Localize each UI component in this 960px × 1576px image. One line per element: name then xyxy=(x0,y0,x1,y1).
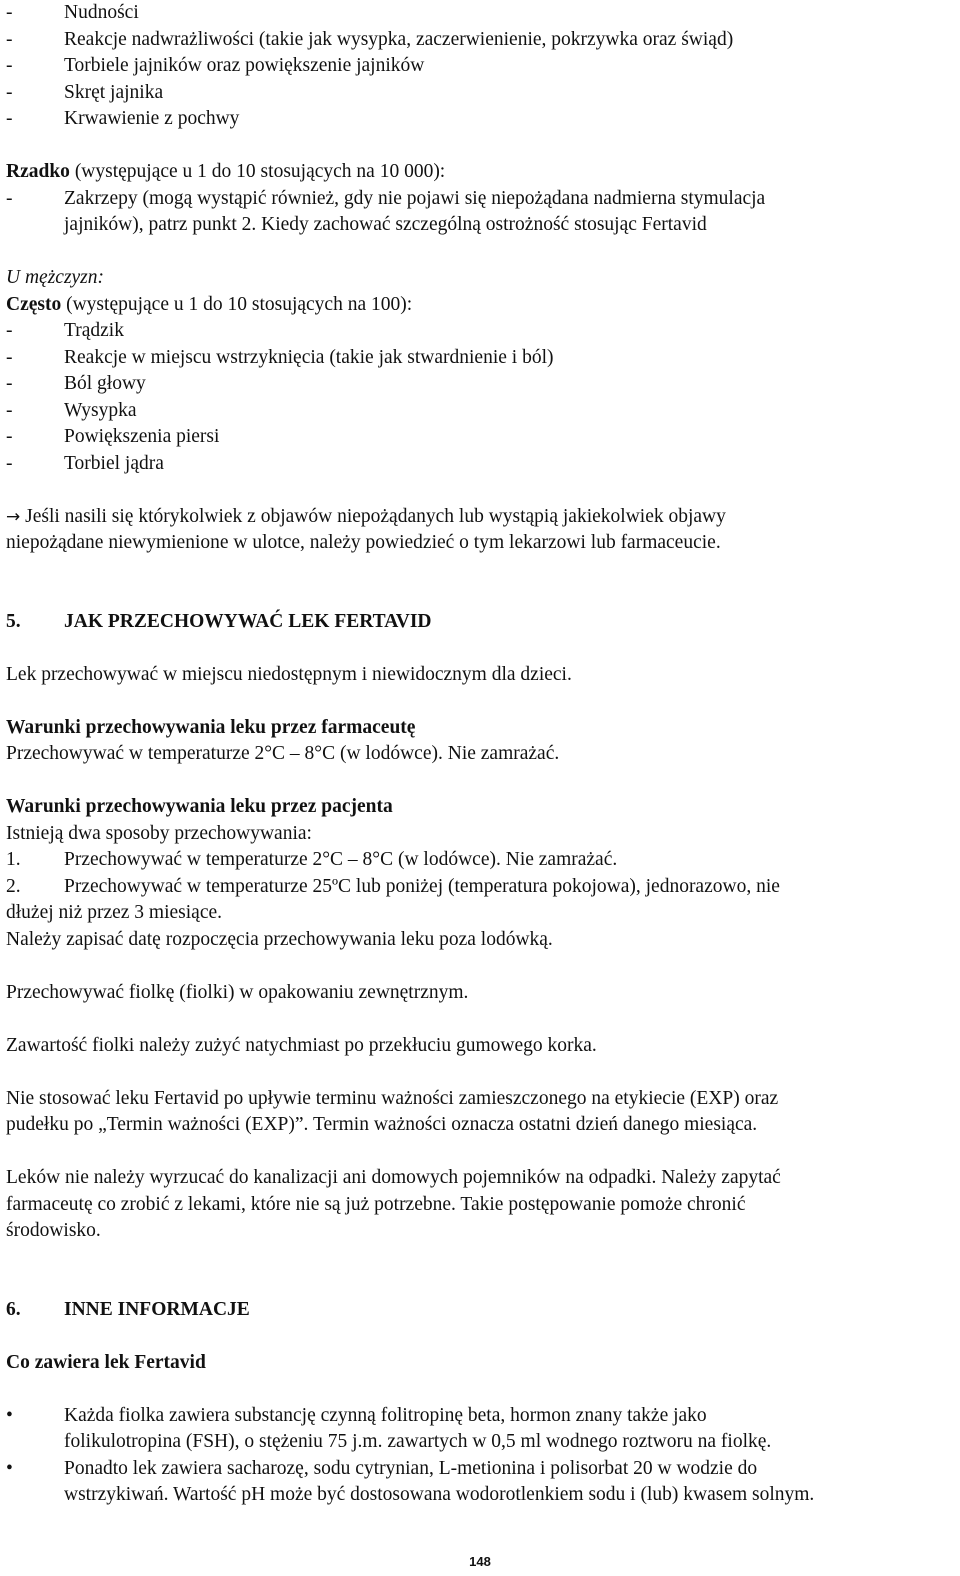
frequency-heading-common: Często (występujące u 1 do 10 stosujących na 100): xyxy=(6,293,413,315)
bullet-item: • Ponadto lek zawiera sacharozę, sodu cytrynian, L-metionina i polisorbat 20 w wodzie do xyxy=(6,1456,951,1483)
section-6-heading: 6. INNE INFORMACJE xyxy=(6,1298,250,1320)
patient-storage-intro: Istnieją dwa sposoby przechowywania: xyxy=(6,822,312,844)
carton-paragraph: Przechowywać fiolkę (fiolki) w opakowaniu zewnętrznym. xyxy=(6,981,469,1003)
keep-away-paragraph: Lek przechowywać w miejscu niedostępnym i niewidocznym dla dzieci. xyxy=(6,663,572,685)
bullet-item: • Każda fiolka zawiera substancję czynną folitropinę beta, hormon znany także jako xyxy=(6,1403,951,1430)
bullet-item-continuation: wstrzykiwań. Wartość pH może być dostosowana wodorotlenkiem sodu i (lub) kwasem solnym. xyxy=(64,1484,815,1505)
list-item: - Nudności xyxy=(6,2,139,23)
list-item: - Wysypka xyxy=(6,399,137,421)
list-item-continuation: jajników), patrz punkt 2. Kiedy zachować szczególną ostrożność stosując Fertavid xyxy=(64,214,707,235)
storage-note: Należy zapisać datę rozpoczęcia przechowywania leku poza lodówką. xyxy=(6,928,553,950)
section-5-heading: 5. JAK PRZECHOWYWAĆ LEK FERTAVID xyxy=(6,610,432,632)
pharmacist-storage-text: Przechowywać w temperaturze 2°C – 8°C (w lodówce). Nie zamrażać. xyxy=(6,743,560,764)
list-item: - Trądzik xyxy=(6,320,124,341)
page-number: 148 xyxy=(469,1554,491,1569)
right-arrow-icon: → xyxy=(6,506,21,527)
list-item: - Reakcje nadwrażliwości (takie jak wysypka, zaczerwienienie, pokrzywka oraz świąd) xyxy=(6,28,734,50)
list-item: - Ból głowy xyxy=(6,373,146,394)
bullet-icon: • xyxy=(6,1457,13,1479)
advice-paragraph-continuation: niepożądane niewymienione w ulotce, należy powiedzieć o tym lekarzowi lub farmaceucie. xyxy=(6,532,721,553)
contents-heading: Co zawiera lek Fertavid xyxy=(6,1351,206,1373)
expiry-paragraph-continuation: pudełku po „Termin ważności (EXP)”. Termin ważności oznacza ostatni dzień danego miesiąca. xyxy=(6,1114,758,1135)
disposal-paragraph-continuation: farmaceutę co zrobić z lekami, które nie są już potrzebne. Takie postępowanie pomoże chronić xyxy=(6,1193,746,1215)
list-item: - Zakrzepy (mogą wystąpić również, gdy nie pojawi się niepożądana nadmierna stymulacja xyxy=(6,187,766,209)
frequency-heading-rare: Rzadko (występujące u 1 do 10 stosujących na 10 000): xyxy=(6,161,446,182)
advice-paragraph: → Jeśli nasili się którykolwiek z objawów niepożądanych lub wystąpią jakiekolwiek objawy xyxy=(6,505,726,527)
bullet-icon: • xyxy=(6,1404,13,1426)
disposal-paragraph: Leków nie należy wyrzucać do kanalizacji ani domowych pojemników na odpadki. Należy zapytać xyxy=(6,1167,781,1188)
list-item: - Torbiel jądra xyxy=(6,452,164,474)
patient-storage-heading: Warunki przechowywania leku przez pacjenta xyxy=(6,796,393,817)
use-paragraph: Zawartość fiolki należy zużyć natychmiast po przekłuciu gumowego korka. xyxy=(6,1034,597,1056)
storage-option-2: 2. Przechowywać w temperaturze 25ºC lub poniżej (temperatura pokojowa), jednorazowo, nie xyxy=(6,875,780,897)
list-item: - Krwawienie z pochwy xyxy=(6,108,240,129)
document-page xyxy=(6,0,951,1509)
storage-option-1: 1. Przechowywać w temperaturze 2°C – 8°C (w lodówce). Nie zamrażać. xyxy=(6,849,618,870)
list-item: - Skręt jajnika xyxy=(6,81,164,103)
bullet-item-continuation: folikulotropina (FSH), o stężeniu 75 j.m. zawartych w 0,5 ml wodnego roztworu na fiolkę. xyxy=(64,1431,772,1452)
disposal-paragraph-continuation: środowisko. xyxy=(6,1220,101,1241)
expiry-paragraph: Nie stosować leku Fertavid po upływie terminu ważności zamieszczonego na etykiecie (EXP) oraz xyxy=(6,1087,779,1109)
list-item: - Torbiele jajników oraz powiększenie jajników xyxy=(6,55,425,76)
men-heading: U mężczyzn: xyxy=(6,267,105,288)
storage-option-2-continuation: dłużej niż przez 3 miesiące. xyxy=(6,902,223,923)
side-effects-list xyxy=(6,0,951,133)
list-item: - Reakcje w miejscu wstrzyknięcia (takie jak stwardnienie i ból) xyxy=(6,346,554,368)
list-item: - Powiększenia piersi xyxy=(6,426,220,447)
pharmacist-storage-heading: Warunki przechowywania leku przez farmaceutę xyxy=(6,716,416,738)
